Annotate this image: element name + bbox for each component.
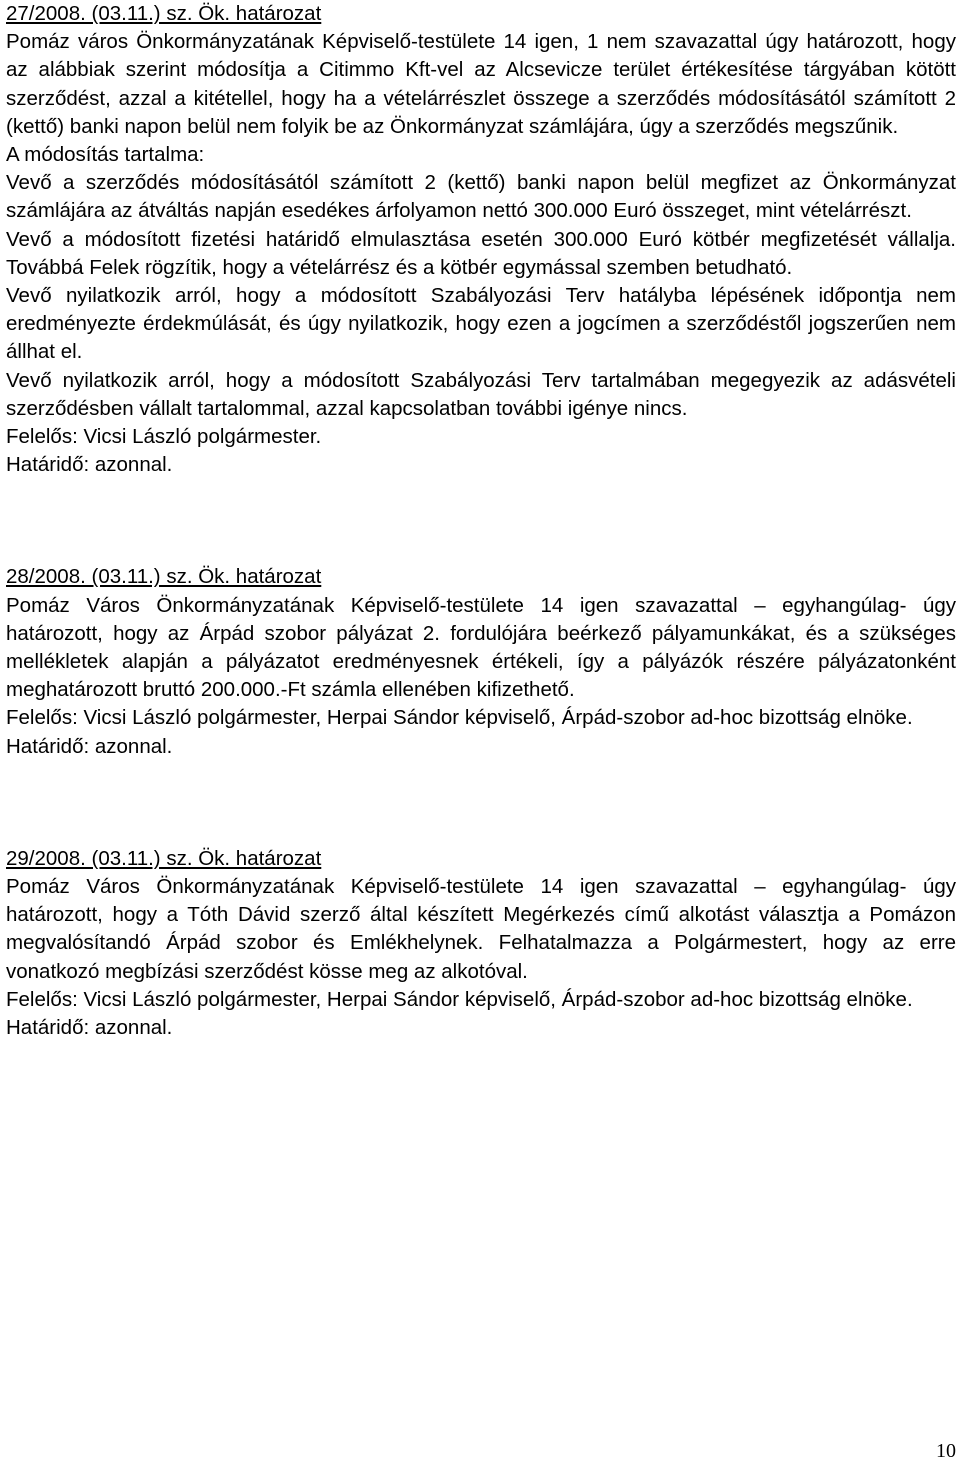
resolution-heading: 27/2008. (03.11.) sz. Ök. határozat xyxy=(6,2,322,25)
resolution-28 xyxy=(6,563,956,760)
responsible-person: Felelős: Vicsi László polgármester, Herpai Sándor képviselő, Árpád-szobor ad-hoc bizottság elnöke. xyxy=(6,706,913,730)
resolution-27 xyxy=(6,0,956,479)
deadline: Határidő: azonnal. xyxy=(6,734,173,758)
amendment-title: A módosítás tartalma: xyxy=(6,143,205,167)
amendment-payment: Vevő a szerződés módosításától számított 2 (kettő) banki napon belül megfizet az Önkormányzat számlájára az átváltás napján esedékes árfolyamon nettó 300.000 Euró összeget, mint vételárrészt. xyxy=(6,171,956,223)
resolution-text: Pomáz Város Önkormányzatának Képviselő-testülete 14 igen szavazattal – egyhangúlag- úgy határozott, hogy a Tóth Dávid szerző által készített Megérkezés című alkotást választja a Pomázon megvalósítandó Árpád szobor és Emlékhelynek. Felhatalmazza a Polgármestert, hogy az erre vonatkozó megbízási szerződést kösse meg az alkotóval. xyxy=(6,875,956,983)
deadline: Határidő: azonnal. xyxy=(6,453,173,477)
responsible-person: Felelős: Vicsi László polgármester, Herpai Sándor képviselő, Árpád-szobor ad-hoc bizottság elnöke. xyxy=(6,987,913,1011)
responsible-person: Felelős: Vicsi László polgármester. xyxy=(6,425,322,449)
buyer-statement-content: Vevő nyilatkozik arról, hogy a módosított Szabályozási Terv tartalmában megegyezik az adásvételi szerződésben vállalt tartalommal, azzal kapcsolatban további igénye nincs. xyxy=(6,368,956,420)
resolution-heading: 29/2008. (03.11.) sz. Ök. határozat xyxy=(6,846,322,870)
resolution-text: Pomáz Város Önkormányzatának Képviselő-testülete 14 igen szavazattal – egyhangúlag- úgy határozott, hogy az Árpád szobor pályázat 2. fordulójára beérkező pályamunkákat, és a szükséges mellékletek alapján a pályázatot eredményesnek értékeli, így a pályázók részére pályázatonként meghatározott bruttó 200.000.-Ft számla ellenében kifizethető. xyxy=(6,593,956,702)
section-gap xyxy=(6,479,956,563)
resolution-heading: 28/2008. (03.11.) sz. Ök. határozat xyxy=(6,565,322,589)
document-body xyxy=(6,0,956,1042)
resolution-29 xyxy=(6,845,956,1042)
section-gap xyxy=(6,761,956,845)
page-number: 10 xyxy=(936,1440,956,1462)
deadline: Határidő: azonnal. xyxy=(6,1016,173,1040)
buyer-statement-effect: Vevő nyilatkozik arról, hogy a módosított Szabályozási Terv hatályba lépésének időpontja nem eredményezte érdekmúlását, és úgy nyilatkozik, hogy ezen a jogcímen a szerződéstől jogszerűen nem állhat el. xyxy=(6,284,956,364)
amendment-penalty: Vevő a módosított fizetési határidő elmulasztása esetén 300.000 Euró kötbér megfizetését vállalja. Továbbá Felek rögzítik, hogy a vételárrész és a kötbér egymással szemben betudható. xyxy=(6,227,956,279)
resolution-text: Pomáz város Önkormányzatának Képviselő-testülete 14 igen, 1 nem szavazattal úgy határozott, hogy az alábbiak szerint módosítja a Citimmo Kft-vel az Alcsevicze terület értékesítése tárgyában kötött szerződést, azzal a kitétellel, hogy ha a vételárrészlet összege a szerződés módosításától számított 2 (kettő) banki napon belül nem folyik be az Önkormányzat számlájára, úgy a szerződés megszűnik. xyxy=(6,30,956,138)
